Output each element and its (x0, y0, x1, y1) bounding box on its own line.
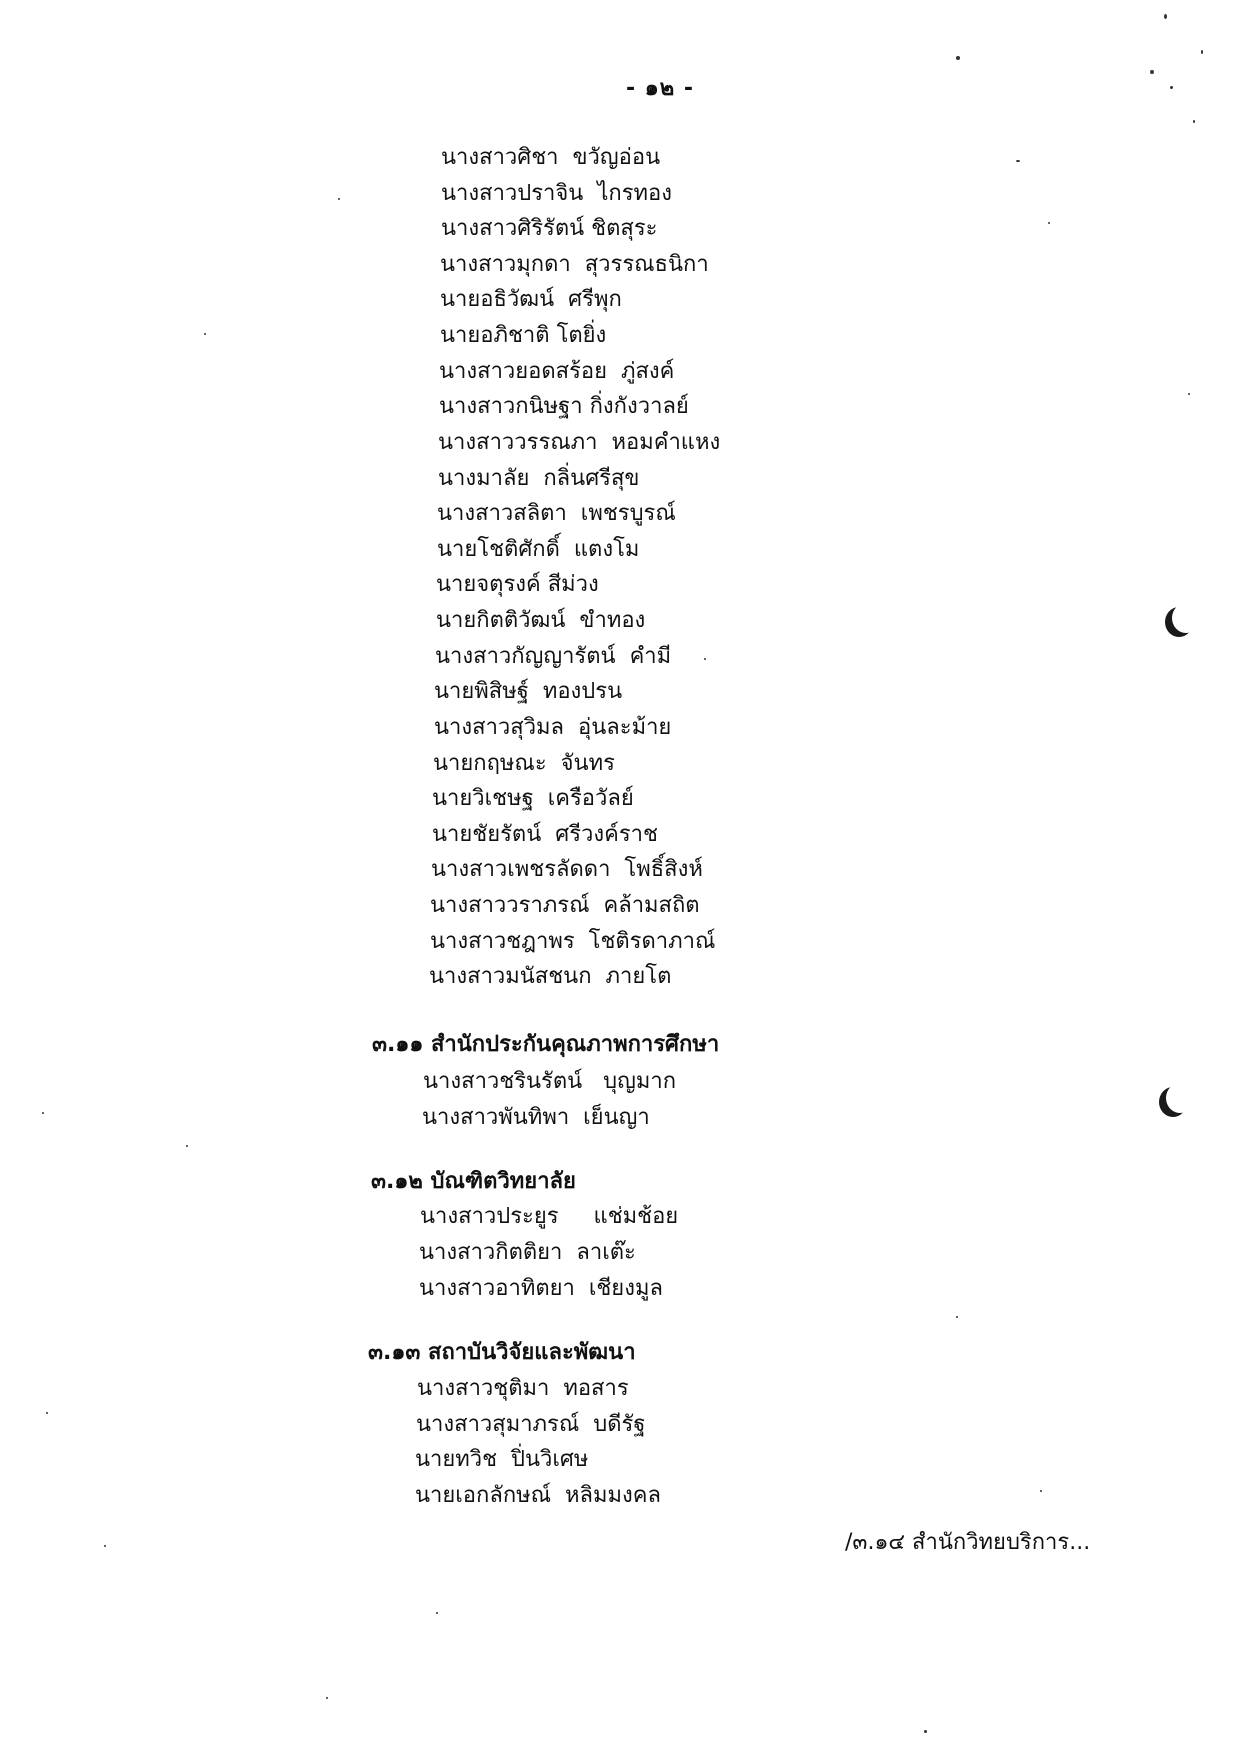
scan-speck (956, 56, 960, 60)
list-item: นางสาวสลิตา เพชรบูรณ์ (437, 501, 676, 526)
section-heading-3-12: ๓.๑๒ บัณฑิตวิทยาลัย (371, 1169, 576, 1194)
list-item: นางสาวกิตติยา ลาเต๊ะ (419, 1240, 636, 1265)
list-item: นางสาววราภรณ์ คล้ามสถิต (430, 893, 700, 918)
scan-speck (1016, 160, 1020, 162)
list-item: นางสาววรรณภา หอมคำแหง (438, 430, 721, 455)
list-item: นางสาวพันทิพา เย็นญา (422, 1105, 650, 1130)
scan-speck (436, 1612, 438, 1614)
continuation-note: /๓.๑๔ สำนักวิทยบริการ... (845, 1530, 1091, 1555)
list-item: นายจตุรงค์ สีม่วง (436, 572, 599, 597)
list-item: นายกฤษณะ จันทร (433, 751, 615, 776)
list-item: นางสาวสุมาภรณ์ บดีรัฐ (416, 1412, 646, 1437)
list-item: นายอภิชาติ โตยิ่ง (440, 323, 607, 348)
list-item: นางสาวยอดสร้อย ภู่สงค์ (439, 359, 675, 384)
list-item: นายโชติศักดิ์ แตงโม (437, 537, 640, 562)
list-item: นางสาวชุติมา ทอสาร (417, 1376, 629, 1401)
list-item: นางสาวสุวิมล อุ่นละม้าย (434, 715, 672, 740)
list-item: นายทวิช ปิ่นวิเศษ (415, 1447, 589, 1472)
scan-speck (1201, 50, 1203, 54)
list-item: นายพิสิษฐ์ ทองปรน (434, 679, 623, 704)
scan-speck (186, 1145, 188, 1147)
scan-speck (1170, 86, 1173, 89)
list-item: นายวิเชษฐ เครือวัลย์ (432, 786, 634, 811)
page-number: - ๑๒ - (626, 76, 695, 101)
list-item: นางสาวประยูร แช่มช้อย (420, 1204, 679, 1229)
list-item: นายอธิวัฒน์ ศรีพุก (440, 287, 622, 312)
section-heading-3-13: ๓.๑๓ สถาบันวิจัยและพัฒนา (368, 1340, 636, 1365)
scan-speck (1164, 14, 1167, 19)
scan-mark-crescent (1166, 1083, 1194, 1113)
list-item: นางสาวปราจิน ไกรทอง (441, 181, 672, 206)
list-item: นางสาวกนิษฐา กิ่งกังวาลย์ (439, 394, 689, 419)
list-item: นางสาวมุกดา สุวรรณธนิกา (440, 252, 709, 277)
scan-speck (1193, 120, 1195, 123)
list-item: นางสาวเพชรลัดดา โพธิ์สิงห์ (431, 857, 703, 882)
scan-mark-crescent (1172, 603, 1200, 633)
scan-speck (204, 333, 206, 335)
list-item: นางสาวศิริรัตน์ ชิตสุระ (441, 216, 658, 241)
list-item: นางสาวกัญญารัตน์ คำมี (435, 644, 672, 669)
scan-speck (338, 198, 340, 200)
scan-speck (326, 1697, 328, 1699)
list-item: นางมาลัย กลิ่นศรีสุข (438, 466, 640, 491)
scan-speck (704, 658, 706, 660)
list-item: นางสาวศิชา ขวัญอ่อน (441, 145, 661, 170)
scan-speck (1188, 393, 1190, 395)
list-item: นางสาวชรินรัตน์ บุญมาก (423, 1069, 677, 1094)
list-item: นางสาวชฎาพร โชติรดาภาณ์ (430, 929, 716, 954)
list-item: นายชัยรัตน์ ศรีวงค์ราช (432, 822, 658, 847)
scan-speck (1048, 222, 1050, 224)
scan-speck (1150, 70, 1154, 74)
section-heading-3-11: ๓.๑๑ สำนักประกันคุณภาพการศึกษา (372, 1032, 720, 1057)
scan-speck (924, 1730, 927, 1733)
list-item: นางสาวอาทิตยา เชียงมูล (419, 1276, 663, 1301)
list-item: นางสาวมนัสชนก ภายโต (429, 964, 672, 989)
scan-speck (104, 1545, 106, 1547)
list-item: นายเอกลักษณ์ หลิมมงคล (415, 1483, 661, 1508)
scan-speck (1040, 1490, 1042, 1492)
scan-speck (46, 1412, 48, 1414)
list-item: นายกิตติวัฒน์ ขำทอง (436, 608, 646, 633)
scan-speck (42, 1112, 44, 1114)
scan-speck (956, 1316, 958, 1318)
